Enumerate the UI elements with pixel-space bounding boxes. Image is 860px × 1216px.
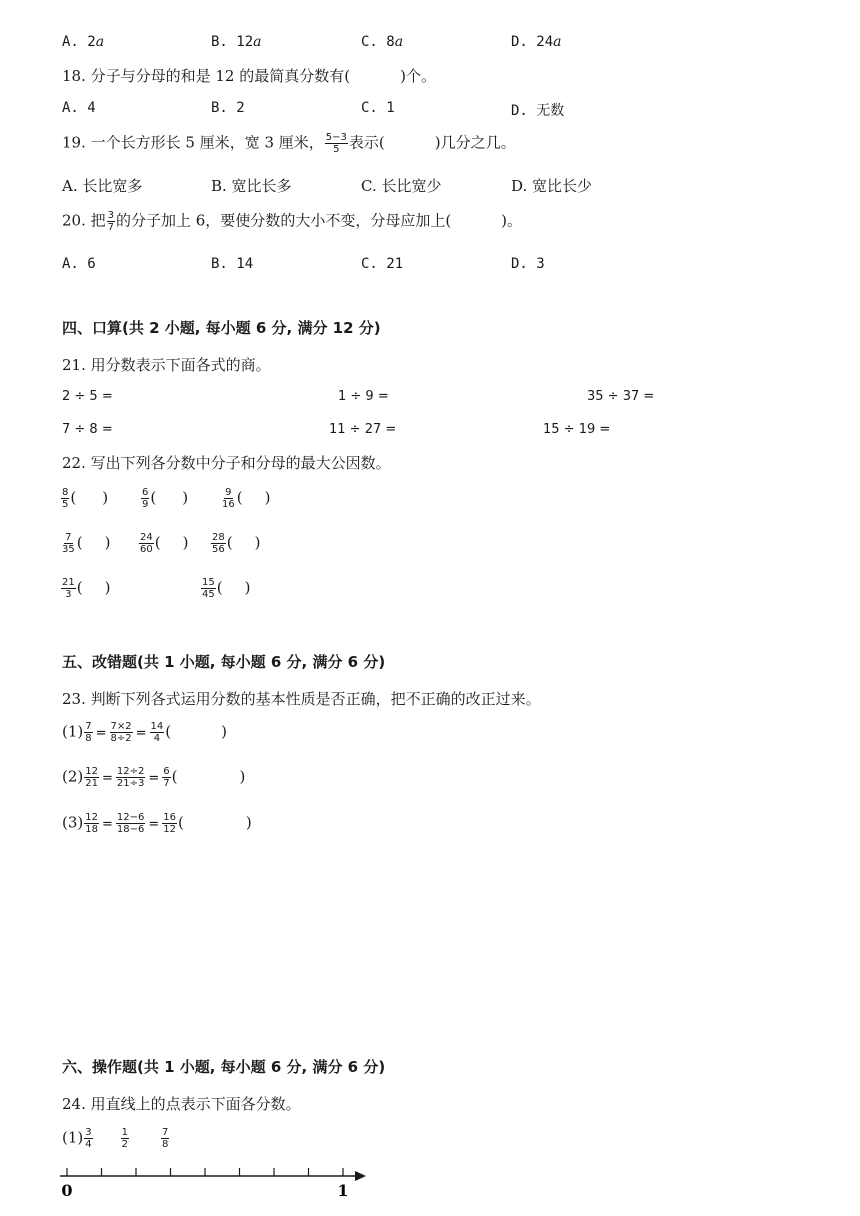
- q22-item-4: $\frac{7}{35}$ ( ): [62, 532, 111, 555]
- q21-item-4: 7 ÷ 8 =: [62, 422, 113, 437]
- axis-label-one: 1: [337, 1181, 349, 1200]
- q21-question: 21. 用分数表示下面各式的商。: [62, 356, 271, 374]
- q22-item-5: $\frac{24}{60}$ ( ): [140, 532, 189, 555]
- q19-option-c: C. 长比宽少: [361, 177, 442, 195]
- q20-question: 20. 把 $\frac{3}{7}$ 的分子加上 6，要使分数的大小不变，分母应加上( )。: [62, 210, 523, 233]
- q17-option-b: B. 12a: [211, 34, 262, 50]
- q21-item-3: 35 ÷ 37 =: [587, 389, 655, 404]
- q24-fractions: (1) $\frac{3}{4}$ $\frac{1}{2}$ $\frac{7}{8}$: [62, 1127, 169, 1150]
- q19-option-d: D. 宽比长少: [511, 177, 593, 195]
- number-line: [55, 1160, 375, 1210]
- axis-label-zero: 0: [61, 1181, 73, 1200]
- q18-option-b: B. 2: [211, 100, 245, 116]
- q20-option-b: B. 14: [211, 256, 254, 272]
- q22-item-8: $\frac{15}{45}$ ( ): [202, 577, 251, 600]
- section-6-title: 六、操作题(共 1 小题, 每小题 6 分, 满分 6 分): [62, 1058, 386, 1076]
- q23-question: 23. 判断下列各式运用分数的基本性质是否正确，把不正确的改正过来。: [62, 690, 541, 708]
- q20-fraction: $\frac{3}{7}$: [107, 210, 114, 233]
- q22-item-1: $\frac{8}{5}$ ( ): [62, 487, 109, 510]
- number-line-ticks: [67, 1168, 343, 1176]
- q22-item-7: $\frac{21}{3}$ ( ): [62, 577, 111, 600]
- q22-item-2: $\frac{6}{9}$ ( ): [142, 487, 189, 510]
- q18-option-c: C. 1: [361, 100, 395, 116]
- q18-option-d: D. 无数: [511, 103, 565, 119]
- q21-item-6: 15 ÷ 19 =: [543, 422, 611, 437]
- q23-item-1: (1) $\frac{7}{8}$ = $\frac{7\times 2}{8\div 2}$ = $\frac{14}{4}$ ( ): [62, 721, 227, 744]
- q22-item-6: $\frac{28}{56}$ ( ): [212, 532, 261, 555]
- q17-option-d: D. 24a: [511, 34, 562, 50]
- q21-item-2: 1 ÷ 9 =: [338, 389, 389, 404]
- q20-option-d: D. 3: [511, 256, 545, 272]
- q20-option-c: C. 21: [361, 256, 404, 272]
- q21-item-1: 2 ÷ 5 =: [62, 389, 113, 404]
- q18-option-a: A. 4: [62, 100, 96, 116]
- q22-question: 22. 写出下列各分数中分子和分母的最大公因数。: [62, 454, 391, 472]
- q23-item-3: (3) $\frac{12}{18}$ = $\frac{12-6}{18-6}$ = $\frac{16}{12}$ ( ): [62, 812, 252, 835]
- number-line-arrow: [355, 1171, 366, 1181]
- q21-item-5: 11 ÷ 27 =: [329, 422, 397, 437]
- q24-question: 24. 用直线上的点表示下面各分数。: [62, 1095, 301, 1113]
- q19-fraction: $\frac{5-3}{5}$: [325, 132, 347, 155]
- q19-option-b: B. 宽比长多: [211, 177, 292, 195]
- q19-option-a: A. 长比宽多: [62, 177, 143, 195]
- section-5-title: 五、改错题(共 1 小题, 每小题 6 分, 满分 6 分): [62, 653, 386, 671]
- q20-option-a: A. 6: [62, 256, 96, 272]
- q17-option-c: C. 8a: [361, 34, 404, 50]
- q18-question: 18. 分子与分母的和是 12 的最简真分数有( )个。: [62, 67, 436, 85]
- q19-question: 19. 一个长方形长 5 厘米，宽 3 厘米， $\frac{5-3}{5}$ 表示( )几分之几。: [62, 132, 516, 155]
- q17-option-a: A. 2a: [62, 34, 105, 50]
- q22-item-3: $\frac{9}{16}$ ( ): [222, 487, 271, 510]
- section-4-title: 四、口算(共 2 小题, 每小题 6 分, 满分 12 分): [62, 319, 381, 337]
- q23-item-2: (2) $\frac{12}{21}$ = $\frac{12\div 2}{21\div 3}$ = $\frac{6}{7}$ ( ): [62, 766, 246, 789]
